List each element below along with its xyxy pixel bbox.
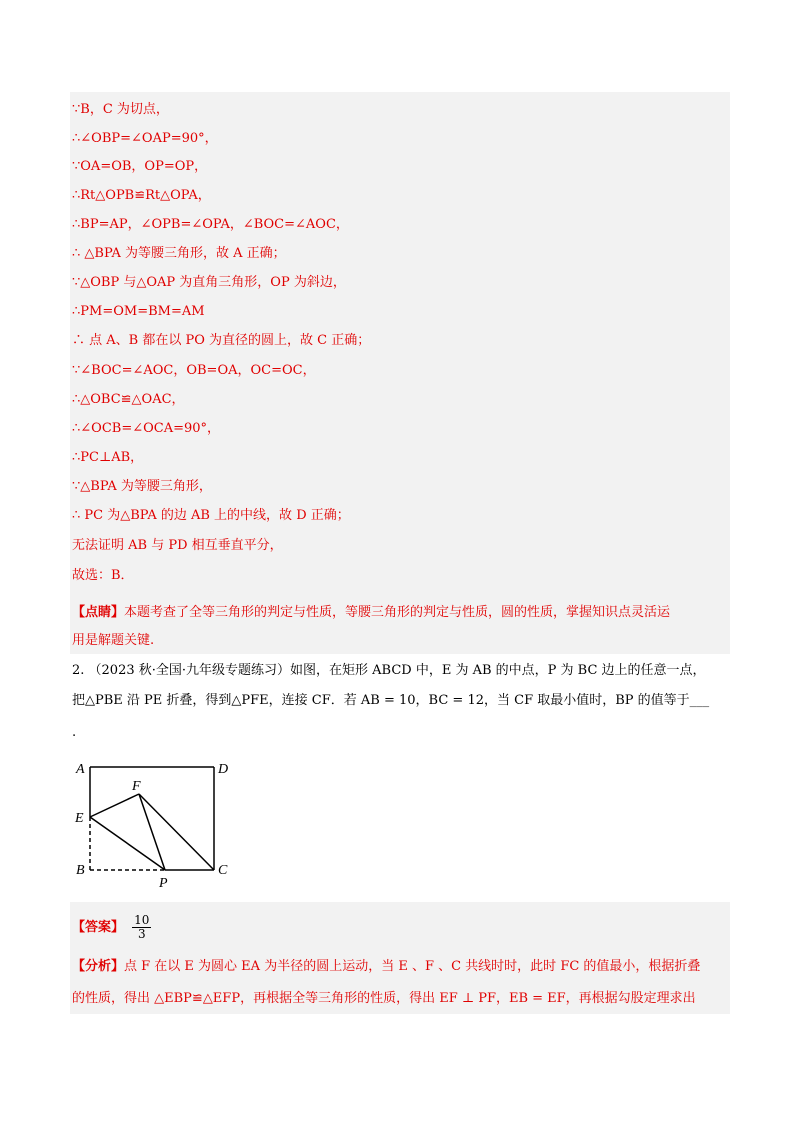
problem-line-2: 把△PBE 沿 PE 折叠，得到△PFE，连接 CF．若 AB = 10，BC = 12，当 CF 取最小值时，BP 的值等于___ xyxy=(72,693,710,708)
problem-line-3: . xyxy=(72,725,77,740)
solution-line: ∴∠OCB=∠OCA=90°， xyxy=(72,421,221,436)
solution-line: ∵△OBP 与△OAP 为直角三角形，OP 为斜边， xyxy=(72,275,346,290)
label-P: P xyxy=(159,876,168,891)
segment-EP xyxy=(90,817,165,870)
solution-line: ∵∠BOC=∠AOC，OB=OA，OC=OC， xyxy=(72,363,316,378)
solution-line: ∴Rt△OPB≌Rt△OPA， xyxy=(72,188,211,203)
problem-line-1: 2. （2023 秋·全国·九年级专题练习）如图，在矩形 ABCD 中，E 为 AB 的中点，P 为 BC 边上的任意一点， xyxy=(72,663,706,678)
segment-EF xyxy=(90,794,139,817)
comment-text-1: 本题考查了全等三角形的判定与性质，等腰三角形的判定与性质，圆的性质，掌握知识点灵活运 xyxy=(124,605,671,620)
segment-FC xyxy=(139,794,214,870)
solution-line: 故选：B． xyxy=(72,568,134,583)
answer-numerator: 10 xyxy=(134,913,150,927)
solution-line: ∴BP=AP，∠OPB=∠OPA，∠BOC=∠AOC， xyxy=(72,217,349,232)
solution-line: ∴PC⊥AB， xyxy=(72,450,144,465)
label-E: E xyxy=(75,811,84,826)
analysis-line-1 xyxy=(72,958,700,976)
solution-line: ∵B，C 为切点， xyxy=(72,102,169,117)
segment-FP xyxy=(139,794,165,870)
label-D: D xyxy=(218,762,229,777)
solution-line: ∴ 点 A、B 都在以 PO 为直径的圆上，故 C 正确； xyxy=(72,333,371,348)
label-A: A xyxy=(76,762,85,777)
comment-line-1 xyxy=(72,604,670,622)
label-C: C xyxy=(218,863,228,878)
solution-line: 无法证明 AB 与 PD 相互垂直平分， xyxy=(72,538,283,553)
solution-line: ∴∠OBP=∠OAP=90°， xyxy=(72,131,218,146)
solution-line: ∵△BPA 为等腰三角形， xyxy=(72,479,212,494)
answer-tag: 【答案】 xyxy=(72,920,125,935)
comment-tag: 【点睛】 xyxy=(72,605,125,620)
label-B: B xyxy=(76,863,85,878)
label-F: F xyxy=(132,779,141,794)
solution-line: ∴PM=OM=BM=AM xyxy=(72,304,205,319)
answer-fraction xyxy=(132,914,151,941)
solution-line: ∴ △BPA 为等腰三角形，故 A 正确； xyxy=(72,246,286,261)
analysis-text-1: 点 F 在以 E 为圆心 EA 为半径的圆上运动，当 E 、F 、C 共线时时，此时 FC 的值最小，根据折叠 xyxy=(124,959,701,974)
analysis-line-2: 的性质，得出 △EBP≌△EFP，再根据全等三角形的性质，得出 EF ⊥ PF，EB = EF，再根据勾股定理求出 xyxy=(72,991,696,1006)
solution-line: ∵OA=OB，OP=OP， xyxy=(72,159,208,174)
answer-line xyxy=(72,912,151,944)
analysis-tag: 【分析】 xyxy=(72,959,125,974)
solution-line: ∴△OBC≌△OAC， xyxy=(72,392,185,407)
comment-line-2: 用是解题关键. xyxy=(72,633,155,648)
answer-denominator: 3 xyxy=(137,927,146,941)
solution-line: ∴ PC 为△BPA 的边 AB 上的中线，故 D 正确； xyxy=(72,508,350,523)
